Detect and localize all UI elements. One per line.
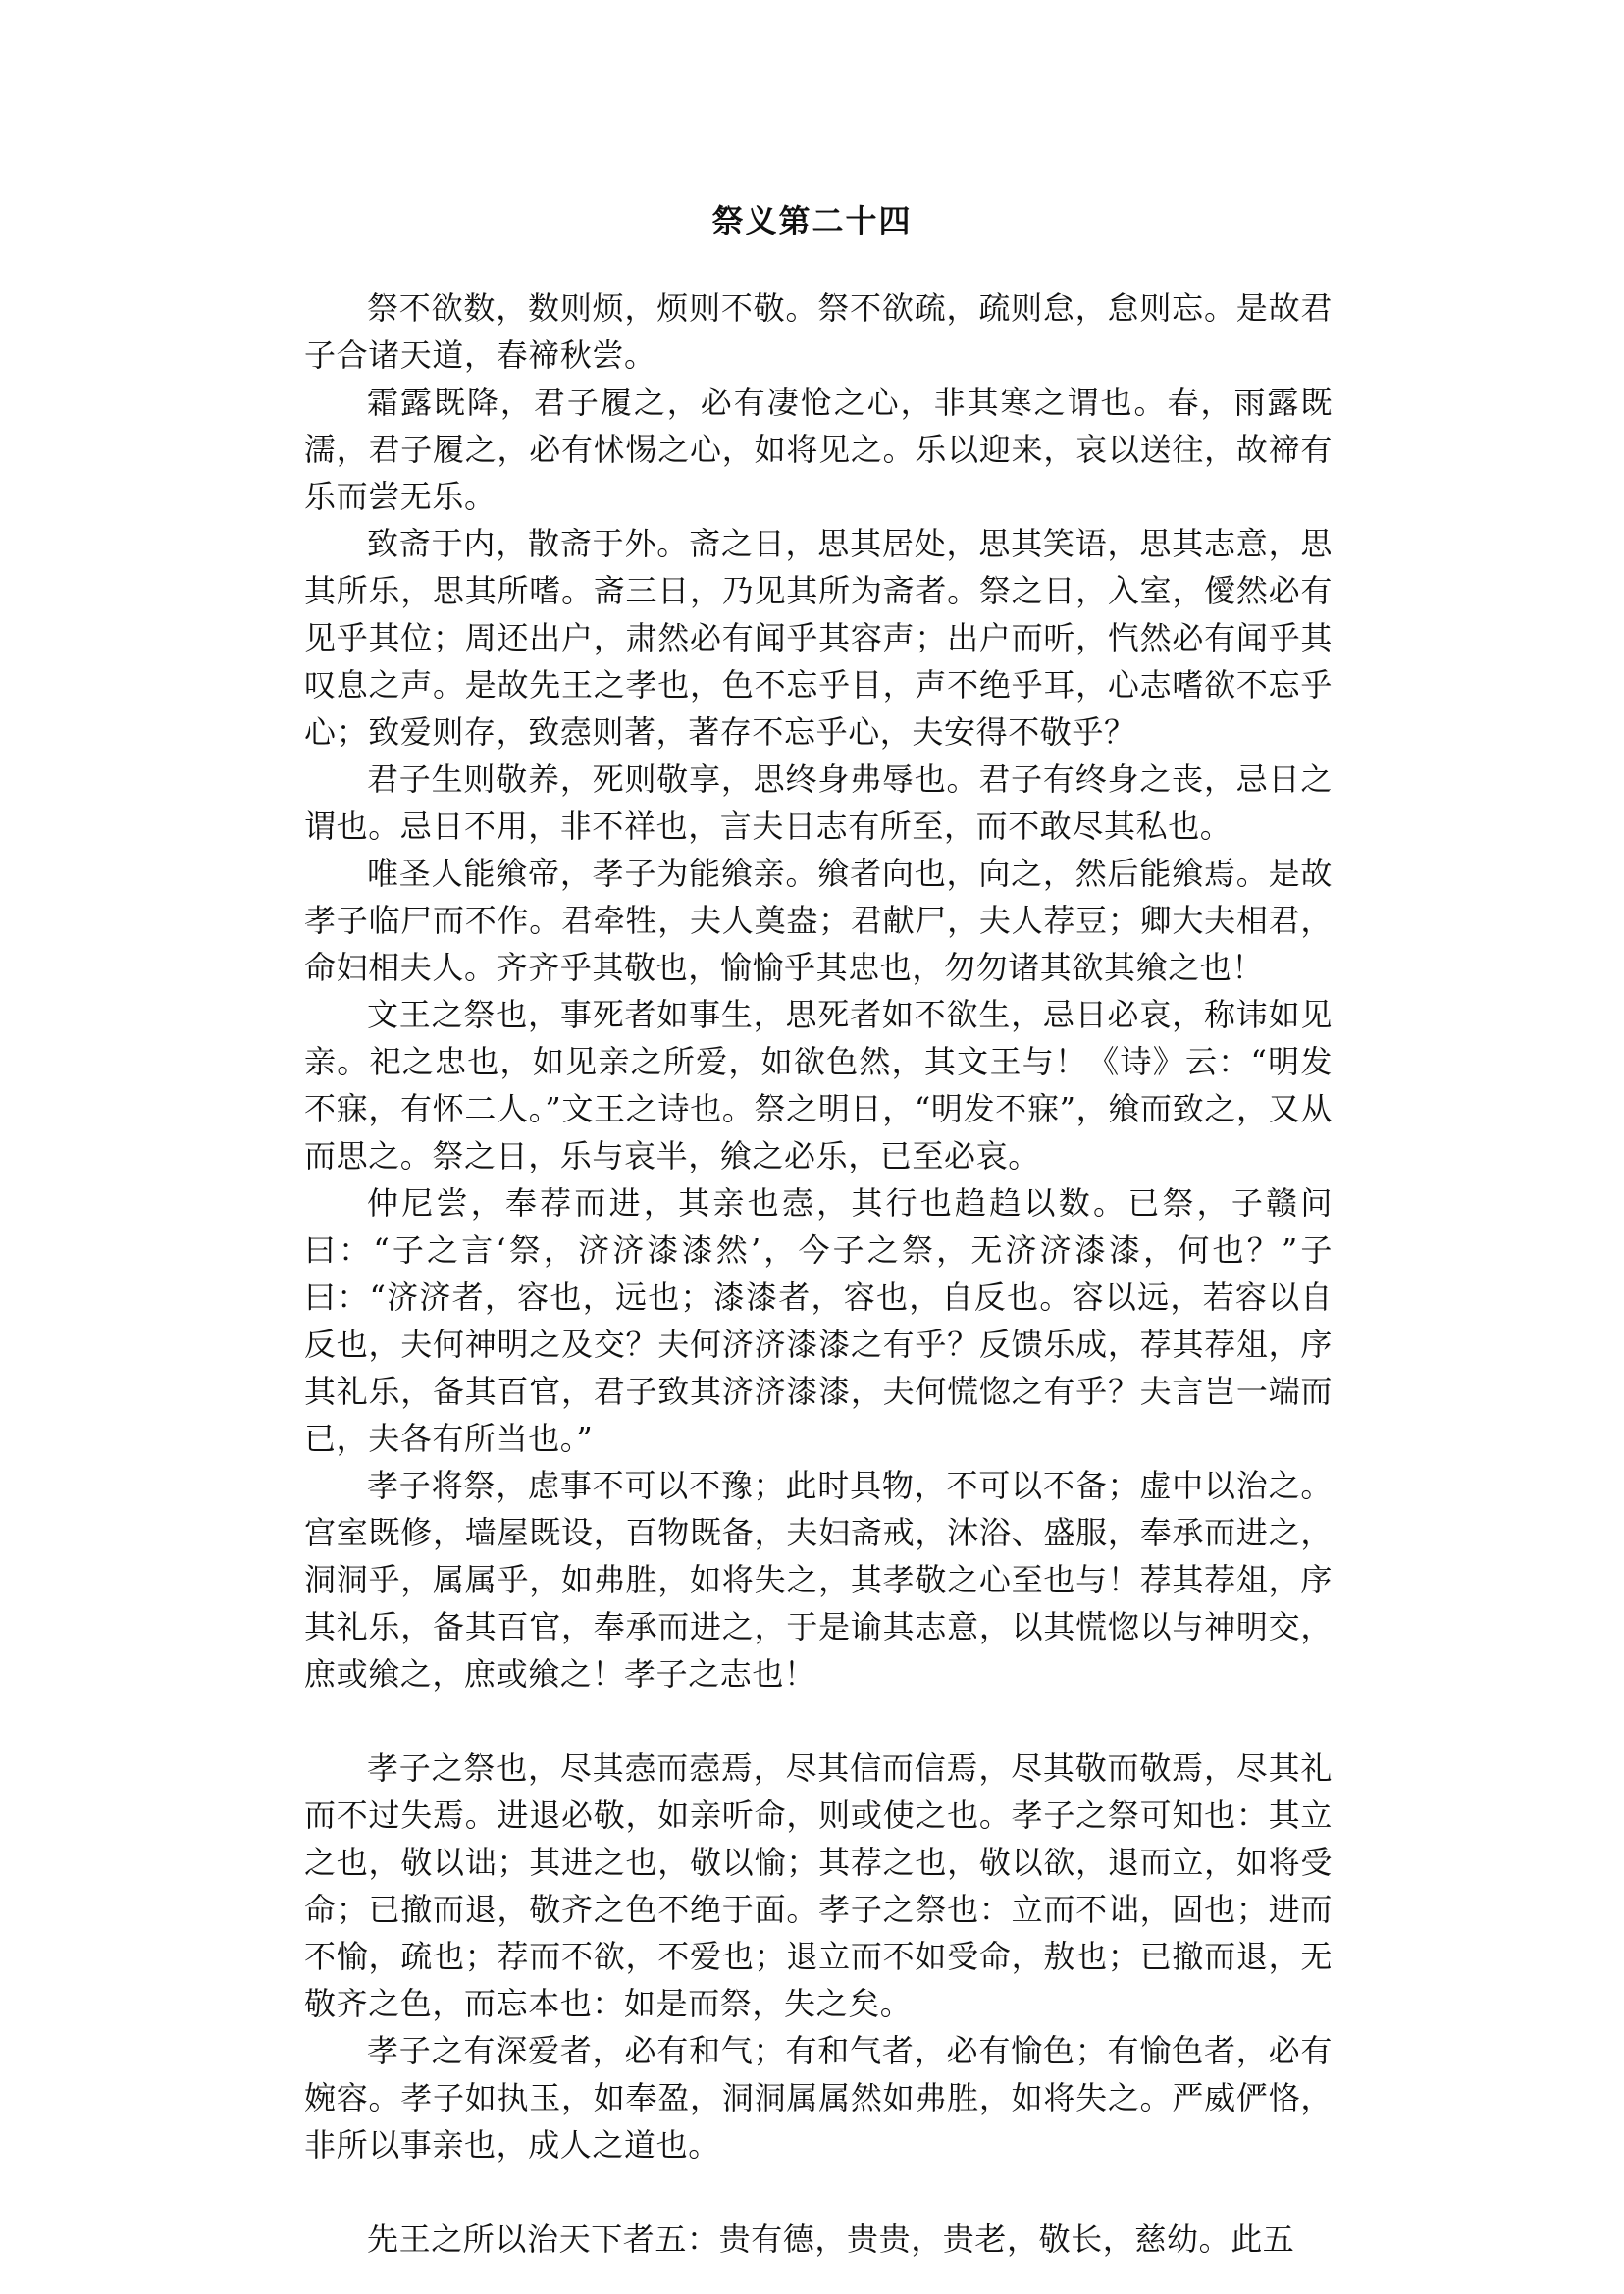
paragraph: 霜露既降，君子履之，必有凄怆之心，非其寒之谓也。春，雨露既濡，君子履之，必有怵惕之心，如将见之。乐以迎来，哀以送往，故禘有乐而尝无乐。 <box>304 384 1333 515</box>
paragraph: 孝子之有深爱者，必有和气；有和气者，必有愉色；有愉色者，必有婉容。孝子如执玉，如奉盈，洞洞属属然如弗胜，如将失之。严威俨恪，非所以事亲也，成人之道也。 <box>304 2032 1333 2164</box>
paragraph: 致斋于内，散斋于外。斋之日，思其居处，思其笑语，思其志意，思其所乐，思其所嗜。斋三日，乃见其所为斋者。祭之日，入室，僾然必有见乎其位；周还出户，肃然必有闻乎其容声；出户而听，忾然必有闻乎其叹息之声。是故先王之孝也，色不忘乎目，声不绝乎耳，心志嗜欲不忘乎心；致爱则存，致悫则著，著存不忘乎心，夫安得不敬乎？ <box>304 525 1333 751</box>
paragraph-gap <box>304 2168 1333 2216</box>
paragraph: 先王之所以治天下者五：贵有德，贵贵，贵老，敬长，慈幼。此五 <box>367 2220 1295 2258</box>
paragraph: 祭不欲数，数则烦，烦则不敬。祭不欲疏，疏则怠，怠则忘。是故君子合诸天道，春禘秋尝。 <box>304 289 1333 374</box>
paragraph: 仲尼尝，奉荐而进，其亲也悫，其行也趋趋以数。已祭，子赣问曰：“子之言‘祭，济济漆漆然’，今子之祭，无济济漆漆，何也？”子曰：“济济者，容也，远也；漆漆者，容也，自反也。容以远，若容以自反也，夫何神明之及交？夫何济济漆漆之有乎？反馈乐成，荐其荐俎，序其礼乐，备其百官，君子致其济济漆漆，夫何慌惚之有乎？夫言岂一端而已，夫各有所当也。” <box>304 1184 1333 1457</box>
paragraph: 唯圣人能飨帝，孝子为能飨亲。飨者向也，向之，然后能飨焉。是故孝子临尸而不作。君牵牲，夫人奠盎；君献尸，夫人荐豆；卿大夫相君，命妇相夫人。齐齐乎其敬也，愉愉乎其忠也，勿勿诸其欲其飨之也！ <box>304 855 1333 986</box>
paragraph-gap <box>304 1697 1333 1745</box>
paragraph: 文王之祭也，事死者如事生，思死者如不欲生，忌日必哀，称讳如见亲。祀之忠也，如见亲之所爱，如欲色然，其文王与！《诗》云：“明发不寐，有怀二人。”文王之诗也。祭之明日，“明发不寐”，飨而致之，又从而思之。祭之日，乐与哀半，飨之必乐，已至必哀。 <box>304 996 1333 1174</box>
paragraph: 孝子将祭，虑事不可以不豫；此时具物，不可以不备；虚中以治之。宫室既修，墙屋既设，百物既备，夫妇斋戒，沐浴、盛服，奉承而进之，洞洞乎，属属乎，如弗胜，如将失之，其孝敬之心至也与！荐其荐俎，序其礼乐，备其百官，奉承而进之，于是谕其志意，以其慌惚以与神明交，庶或飨之，庶或飨之！孝子之志也！ <box>304 1467 1333 1693</box>
paragraph: 君子生则敬养，死则敬享，思终身弗辱也。君子有终身之丧，忌日之谓也。忌日不用，非不祥也，言夫日志有所至，而不敢尽其私也。 <box>304 760 1333 845</box>
paragraph: 孝子之祭也，尽其悫而悫焉，尽其信而信焉，尽其敬而敬焉，尽其礼而不过失焉。进退必敬，如亲听命，则或使之也。孝子之祭可知也：其立之也，敬以诎；其进之也，敬以愉；其荐之也，敬以欲，退而立，如将受命；已撤而退，敬齐之色不绝于面。孝子之祭也：立而不诎，固也；进而不愉，疏也；荐而不欲，不爱也；退立而不如受命，敖也；已撤而退，无敬齐之色，而忘本也：如是而祭，失之矣。 <box>304 1749 1333 2022</box>
chapter-title: 祭义第二十四 <box>711 202 913 239</box>
document-body <box>304 285 1333 2263</box>
